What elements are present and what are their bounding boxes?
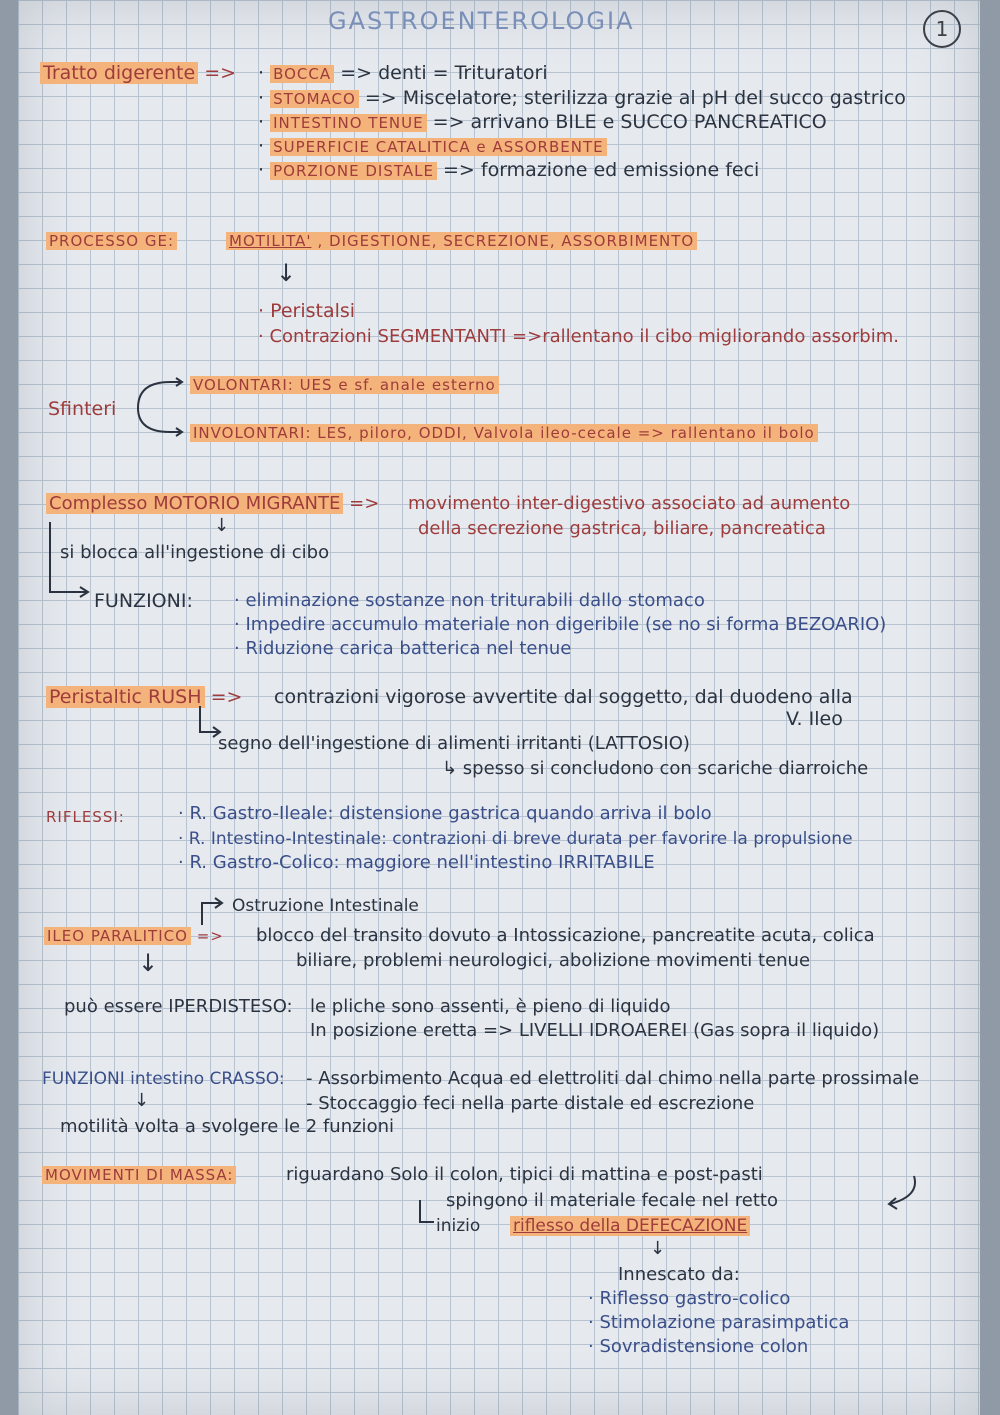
- tratto-item: · SUPERFICIE CATALITICA e ASSORBENTE: [258, 135, 607, 158]
- funzioni-item: · eliminazione sostanze non triturabili dallo stomaco: [234, 590, 705, 611]
- page-title: GASTROENTEROLOGIA: [328, 7, 635, 35]
- tratto-item: · BOCCA => denti = Trituratori: [258, 62, 548, 84]
- riflessi-label: RIFLESSI:: [46, 808, 125, 826]
- riflessi-item: · R. Gastro-Colico: maggiore nell'intestino IRRITABILE: [178, 852, 655, 873]
- processo-label: PROCESSO GE:: [46, 230, 177, 252]
- up-right-arrow-icon: [198, 897, 228, 927]
- riflessi-item: · R. Gastro-Ileale: distensione gastrica quando arriva il bolo: [178, 803, 712, 824]
- tratto-item: · PORZIONE DISTALE => formazione ed emissione feci: [258, 159, 760, 181]
- ileo-desc: biliare, problemi neurologici, abolizione movimenti tenue: [296, 950, 811, 971]
- tratto-item: · STOMACO => Miscelatore; sterilizza grazie al pH del succo gastrico: [258, 87, 906, 109]
- crasso-item: - Stoccaggio feci nella parte distale ed escrezione: [306, 1093, 755, 1114]
- riflessi-item: · R. Intestino-Intestinale: contrazioni di breve durata per favorire la propulsione: [178, 829, 853, 849]
- massa-riflesso: riflesso della DEFECAZIONE: [510, 1215, 750, 1237]
- peristaltic-desc: contrazioni vigorose avvertite dal soggetto, dal duodeno alla: [274, 686, 853, 708]
- processo-list: MOTILITA' , DIGESTIONE, SECREZIONE, ASSORBIMENTO: [226, 230, 697, 252]
- funzioni-label: FUNZIONI:: [94, 590, 193, 612]
- curved-arrow-icon: [884, 1172, 924, 1212]
- sfinteri-volontari: VOLONTARI: UES e sf. anale esterno: [190, 374, 499, 396]
- notebook-page: [18, 0, 980, 1415]
- ileo-ostruzione: Ostruzione Intestinale: [232, 896, 419, 916]
- peristaltic-segno: segno dell'ingestione di alimenti irritanti (LATTOSIO): [218, 733, 690, 754]
- funzioni-item: · Riduzione carica batterica nel tenue: [234, 638, 572, 659]
- complesso-label: Complesso MOTORIO MIGRANTE =>: [46, 493, 379, 515]
- massa-item: · Stimolazione parasimpatica: [588, 1312, 850, 1333]
- peristaltic-label: Peristaltic RUSH =>: [46, 686, 242, 708]
- down-arrow-icon: ↓: [138, 949, 159, 977]
- ileo-label: ILEO PARALITICO =>: [44, 925, 224, 947]
- ileo-puo: può essere IPERDISTESO:: [64, 996, 293, 1017]
- massa-innescato: Innescato da:: [618, 1264, 740, 1285]
- massa-inizio: inizio: [436, 1216, 481, 1236]
- down-arrow-icon: ↓: [276, 259, 297, 287]
- massa-item: · Riflesso gastro-colico: [588, 1288, 791, 1309]
- tratto-item: · INTESTINO TENUE => arrivano BILE e SUCCO PANCREATICO: [258, 111, 827, 133]
- crasso-motilita: motilità volta a svolgere le 2 funzioni: [60, 1116, 394, 1137]
- massa-desc: riguardano Solo il colon, tipici di mattina e post-pasti: [286, 1164, 763, 1185]
- crasso-item: - Assorbimento Acqua ed elettroliti dal chimo nella parte prossimale: [306, 1068, 920, 1089]
- massa-item: · Sovradistensione colon: [588, 1336, 809, 1357]
- funzioni-item: · Impedire accumulo materiale non digeribile (se no si forma BEZOARIO): [234, 614, 887, 635]
- complesso-desc: movimento inter-digestivo associato ad aumento: [408, 493, 851, 514]
- ileo-desc: blocco del transito dovuto a Intossicazione, pancreatite acuta, colica: [256, 925, 875, 946]
- tratto-label: Tratto digerente =>: [40, 62, 236, 84]
- ileo-posizione: In posizione eretta => LIVELLI IDROAEREI (Gas sopra il liquido): [310, 1020, 880, 1041]
- sfinteri-label: Sfinteri: [48, 398, 117, 420]
- page-number: 1: [923, 10, 961, 48]
- complesso-desc: della secrezione gastrica, biliare, pancreatica: [418, 518, 826, 539]
- ileo-pliche: le pliche sono assenti, è pieno di liquido: [310, 996, 671, 1017]
- sfinteri-involontari: INVOLONTARI: LES, piloro, ODDI, Valvola ileo-cecale => rallentano il bolo: [190, 422, 818, 444]
- peristaltic-spesso: ↳ spesso si concludono con scariche diarroiche: [442, 758, 869, 779]
- small-down-arrow-icon: ↓: [134, 1090, 150, 1111]
- crasso-label: FUNZIONI intestino CRASSO:: [42, 1069, 285, 1089]
- complesso-blocca: si blocca all'ingestione di cibo: [60, 542, 330, 563]
- massa-label: MOVIMENTI DI MASSA:: [42, 1164, 236, 1186]
- small-down-arrow-icon: ↓: [214, 515, 230, 536]
- processo-item: · Peristalsi: [258, 300, 356, 322]
- small-down-arrow-icon: ↓: [650, 1238, 666, 1259]
- branch-arrow-icon: [130, 378, 190, 438]
- peristaltic-desc-end: V. Ileo: [786, 708, 843, 730]
- massa-spingono: spingono il materiale fecale nel retto: [446, 1190, 778, 1211]
- processo-item: · Contrazioni SEGMENTANTI =>rallentano il cibo migliorando assorbim.: [258, 326, 899, 347]
